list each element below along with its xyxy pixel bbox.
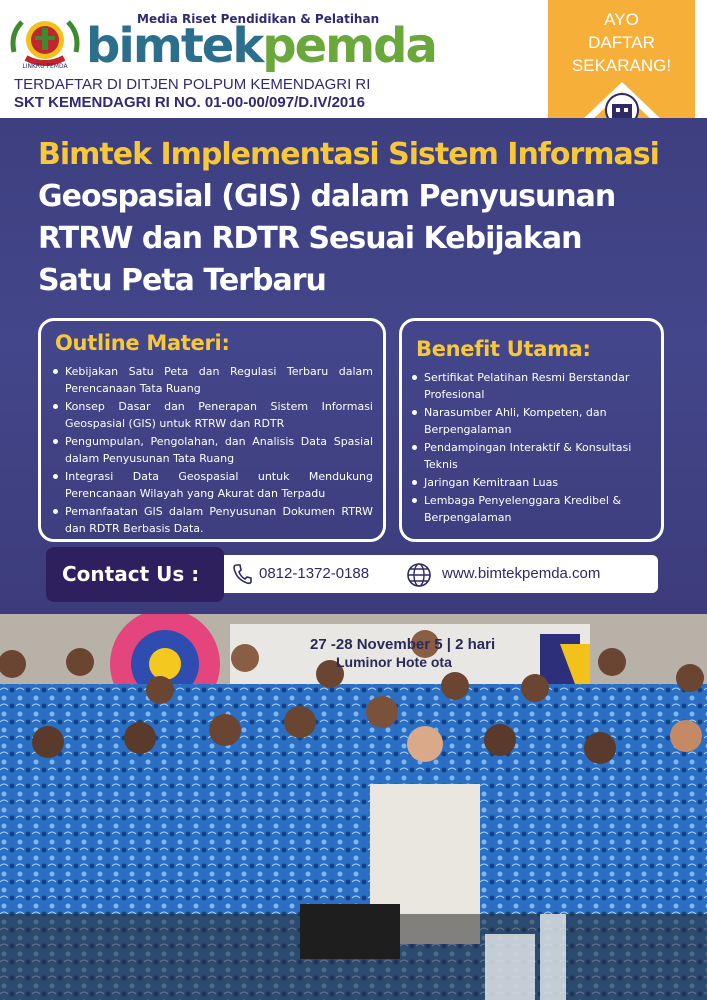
brand-logo [86, 16, 436, 76]
benefit-list [410, 369, 653, 526]
benefit-item: Narasumber Ahli, Kompeten, dan Berpengalaman [410, 404, 653, 438]
page-title [38, 134, 698, 302]
cta-line-1: AYO [604, 10, 639, 29]
outline-item: Integrasi Data Geospasial untuk Mendukung Perencanaan Wilayah yang Akurat dan Terpadu [51, 468, 373, 502]
benefit-item: Lembaga Penyelenggara Kredibel & Berpengalaman [410, 492, 653, 526]
group-photo-illustration [0, 614, 707, 1000]
registration-line-2: SKT KEMENDAGRI RI NO. 01-00-00/097/D.IV/2016 [14, 94, 365, 111]
register-now-badge[interactable] [548, 0, 695, 120]
website-link[interactable]: www.bimtekpemda.com [442, 565, 601, 582]
logo-part-2: pemda [262, 18, 436, 74]
house-icon [582, 76, 662, 120]
globe-icon [406, 562, 432, 588]
cta-line-3: SEKARANG! [571, 56, 672, 75]
benefit-card [399, 318, 664, 542]
outline-item: Pemanfaatan GIS dalam Penyusunan Dokumen RTRW dan RDTR Berbasis Data. [51, 503, 373, 537]
outline-item: Pengumpulan, Pengolahan, dan Analisis Data Spasial dalam Penyusunan Tata Ruang [51, 433, 373, 467]
title-line-2: Geospasial (GIS) dalam Penyusunan [38, 179, 616, 214]
cta-line-2: DAFTAR [588, 33, 655, 52]
outline-card [38, 318, 386, 542]
benefit-heading: Benefit Utama: [416, 337, 591, 361]
contact-label: Contact Us : [46, 547, 224, 602]
tagline: Media Riset Pendidikan & Pelatihan [137, 12, 380, 26]
cta-text [548, 8, 695, 77]
outline-item: Kebijakan Satu Peta dan Regulasi Terbaru dalam Perencanaan Tata Ruang [51, 363, 373, 397]
emblem-label: LINKRU PEMDA [22, 63, 68, 70]
registration-line-1: TERDAFTAR DI DITJEN POLPUM KEMENDAGRI RI [14, 76, 371, 93]
outline-item: Konsep Dasar dan Penerapan Sistem Informasi Geospasial (GIS) untuk RTRW dan RDTR [51, 398, 373, 432]
outline-heading: Outline Materi: [55, 331, 230, 355]
phone-link[interactable]: 0812-1372-0188 [259, 565, 370, 582]
benefit-item: Jaringan Kemitraan Luas [410, 474, 653, 491]
emblem-icon [8, 12, 82, 72]
phone-icon [232, 563, 252, 585]
banner-date: 27 -28 November 5 | 2 hari [310, 636, 496, 653]
benefit-item: Sertifikat Pelatihan Resmi Berstandar Profesional [410, 369, 653, 403]
title-line-1: Bimtek Implementasi Sistem Informasi [38, 137, 659, 172]
benefit-item: Pendampingan Interaktif & Konsultasi Teknis [410, 439, 653, 473]
outline-list [51, 363, 373, 537]
group-photo [0, 614, 707, 1000]
title-line-3: RTRW dan RDTR Sesuai Kebijakan [38, 221, 582, 256]
logo-part-1: bimtek [86, 18, 263, 74]
banner-venue: Luminor Hote ota [336, 654, 452, 670]
title-line-4: Satu Peta Terbaru [38, 263, 326, 298]
